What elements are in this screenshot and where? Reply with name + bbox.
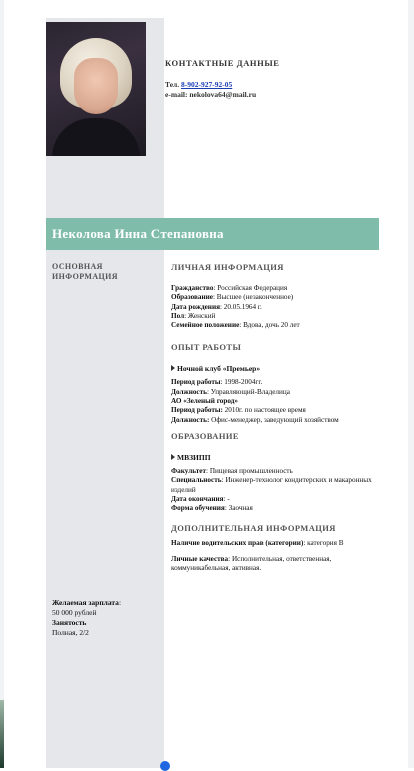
company-2-name: АО «Зеленый город»	[171, 397, 239, 406]
row-value: : 1998-2004гг.	[220, 378, 263, 387]
personal-row-citizenship	[171, 284, 386, 293]
contacts-block	[165, 58, 405, 100]
row-value: : Пищевая промышленность	[206, 466, 293, 475]
row-label: Специальность	[171, 476, 222, 485]
profile-photo	[46, 22, 146, 156]
phone-line	[165, 80, 405, 90]
education-section-title: ОБРАЗОВАНИЕ	[171, 430, 239, 441]
qualities-row	[171, 555, 386, 574]
phone-link[interactable]: 8-902-927-92-05	[181, 80, 233, 89]
employment-value: Полная, 2/2	[52, 628, 89, 637]
bullet-icon	[171, 365, 175, 371]
full-name: Неколова Инна Степановна	[52, 226, 224, 241]
main-info-label-line2: ИНФОРМАЦИЯ	[52, 272, 118, 281]
row-value: : Вдова, дочь 20 лет	[239, 321, 300, 330]
faculty-row	[171, 467, 386, 476]
bullet-icon	[171, 454, 175, 460]
row-value: : Инженер-технолог кондитерских и макаронных изделий	[171, 476, 372, 494]
contacts-heading: КОНТАКТНЫЕ ДАННЫЕ	[165, 58, 280, 68]
salary-label: Желаемая зарплата	[52, 598, 119, 607]
graduation-row	[171, 495, 386, 504]
row-label: Должность	[171, 387, 207, 396]
personal-row-education	[171, 293, 386, 302]
row-value: : категория В	[303, 539, 344, 548]
school-name: МВЗИПП	[177, 452, 211, 462]
row-label: Личные качества	[171, 554, 229, 563]
row-label: Период работы:	[171, 406, 223, 415]
salary-value: 50 000 рублей	[52, 608, 97, 617]
side-extra-info: Желаемая зарплата: 50 000 рублей Занятость Полная, 2/2	[52, 598, 160, 638]
row-value: : Высшее (незаконченное)	[212, 293, 294, 302]
specialty-row	[171, 476, 386, 495]
additional-section-title: ДОПОЛНИТЕЛЬНАЯ ИНФОРМАЦИЯ	[171, 523, 336, 534]
scroll-position-indicator[interactable]	[160, 761, 170, 771]
row-label: Дата рождения	[171, 302, 220, 311]
personal-section-title: ЛИЧНАЯ ИНФОРМАЦИЯ	[171, 262, 284, 272]
company-2	[171, 397, 386, 406]
row-value: : -	[223, 494, 230, 503]
photo-clothing	[52, 118, 140, 156]
row-value: : Женский	[184, 311, 216, 320]
row-label: Факультет	[171, 466, 207, 475]
row-value: Офис-менеджер, заведующий хозяйством	[209, 415, 339, 424]
employment-label: Занятость	[52, 618, 87, 627]
row-label: Должность:	[171, 415, 210, 424]
row-label: Гражданство	[171, 284, 214, 292]
row-value: 2010г. по настоящее время	[222, 406, 306, 415]
company-1-name: Ночной клуб «Премьер»	[177, 364, 261, 374]
phone-label: Тел.	[165, 80, 180, 89]
experience-section-title: ОПЫТ РАБОТЫ	[171, 342, 242, 353]
photo-face	[74, 58, 118, 114]
row-value: : Исполнительная, ответственная, коммуникабельная, активная.	[171, 554, 332, 573]
position-2	[171, 416, 386, 425]
row-label: Наличие водительских прав (категории)	[171, 539, 304, 548]
license-row	[171, 539, 386, 548]
row-value: : Заочная	[224, 504, 253, 513]
main-info-label	[52, 262, 152, 282]
position-1	[171, 388, 386, 397]
row-label: Период работы	[171, 378, 221, 387]
school	[171, 453, 386, 463]
row-label: Дата окончания	[171, 494, 224, 503]
name-banner	[46, 218, 379, 250]
period-1	[171, 378, 386, 387]
personal-row-gender	[171, 312, 386, 321]
main-info-label-line1: ОСНОВНАЯ	[52, 262, 103, 271]
row-value: : 20.05.1964 г.	[219, 302, 262, 311]
row-value: : Управляющий-Владелица	[206, 387, 290, 396]
row-label: Образование	[171, 293, 213, 302]
personal-row-family	[171, 321, 386, 330]
email-line[interactable]: e-mail: nekolova64@mail.ru	[165, 90, 257, 99]
row-label: Семейное положение	[171, 321, 240, 330]
period-2	[171, 406, 386, 415]
row-label: Пол	[171, 311, 185, 320]
study-form-row	[171, 504, 386, 513]
personal-row-birthdate	[171, 303, 386, 312]
company-1	[171, 364, 386, 374]
row-label: Форма обучения	[171, 504, 225, 513]
main-content	[171, 262, 386, 573]
row-value: : Российская Федерация	[213, 284, 288, 292]
